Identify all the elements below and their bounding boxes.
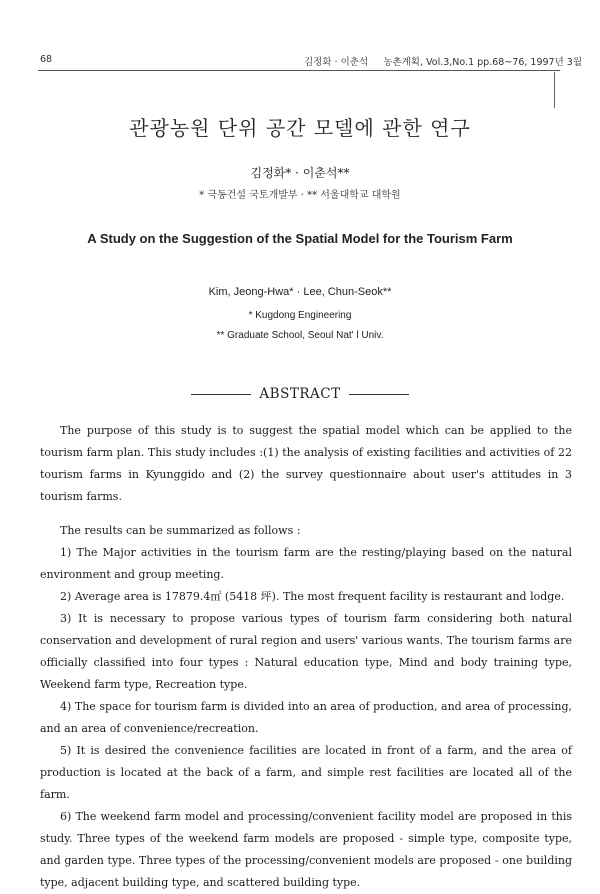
result-item-1: 1) The Major activities in the tourism farm are the resting/playing based on the natural environment and group meeting. <box>40 546 572 581</box>
header-authors: 김정화 · 이춘석 <box>304 57 369 68</box>
margin-mark <box>554 72 555 108</box>
result-item-3: 3) It is necessary to propose various types of tourism farm considering both natural conservation and development of rural region and users' various wants. The tourism farms are officially classified into four types : Natural education type, Mind and body training type, Weekend farm type, Recreation type. <box>40 612 572 691</box>
abstract-heading <box>0 386 600 402</box>
summary-lead: The results can be summarized as follows : <box>60 524 301 537</box>
affiliation-english-1: * Kugdong Engineering <box>248 310 352 321</box>
result-item-5: 5) It is desired the convenience facilities are located in front of a farm, and the area of production is located at the back of a farm, and simple rest facilities are located all of the farm. <box>40 744 572 801</box>
authors-english: Kim, Jeong-Hwa* · Lee, Chun-Seok** <box>208 286 392 298</box>
abstract-heading-text: ABSTRACT <box>259 386 341 402</box>
affiliation-english-2: ** Graduate School, Seoul Nat' l Univ. <box>216 330 384 341</box>
journal-citation: 농촌계획, Vol.3,No.1 pp.68~76, 1997년 3월 <box>383 57 582 68</box>
abstract-rule-right <box>349 394 409 395</box>
title-english: A Study on the Suggestion of the Spatial Model for the Tourism Farm <box>87 231 513 246</box>
abstract-intro: The purpose of this study is to suggest the spatial model which can be applied to the tourism farm plan. This study includes :(1) the analysis of existing facilities and activities of 22 tourism farms in Kyunggido and (2) the survey questionnaire about user's attitudes in 3 tourism farms. <box>40 424 572 503</box>
title-korean: 관광농원 단위 공간 모델에 관한 연구 <box>129 116 471 140</box>
abstract-rule-left <box>191 394 251 395</box>
abstract-body <box>40 420 572 894</box>
result-item-6: 6) The weekend farm model and processing/convenient facility model are proposed in this study. Three types of the weekend farm models are proposed - simple type, composite type, and garden type. Three types of the processing/convenient models are proposed - one building type, adjacent building type, and scattered building type. <box>40 810 572 889</box>
result-item-4: 4) The space for tourism farm is divided into an area of production, and area of processing, and an area of convenience/recreation. <box>40 700 572 735</box>
result-item-2: 2) Average area is 17879.4㎡ (5418 坪). The most frequent facility is restaurant and lodge. <box>60 590 565 603</box>
header-rule <box>38 70 560 71</box>
page-number: 68 <box>40 54 53 65</box>
authors-korean: 김정화* · 이춘석** <box>250 166 350 180</box>
affiliations-korean: * 극동건설 국토개발부 · ** 서울대학교 대학원 <box>199 190 401 201</box>
